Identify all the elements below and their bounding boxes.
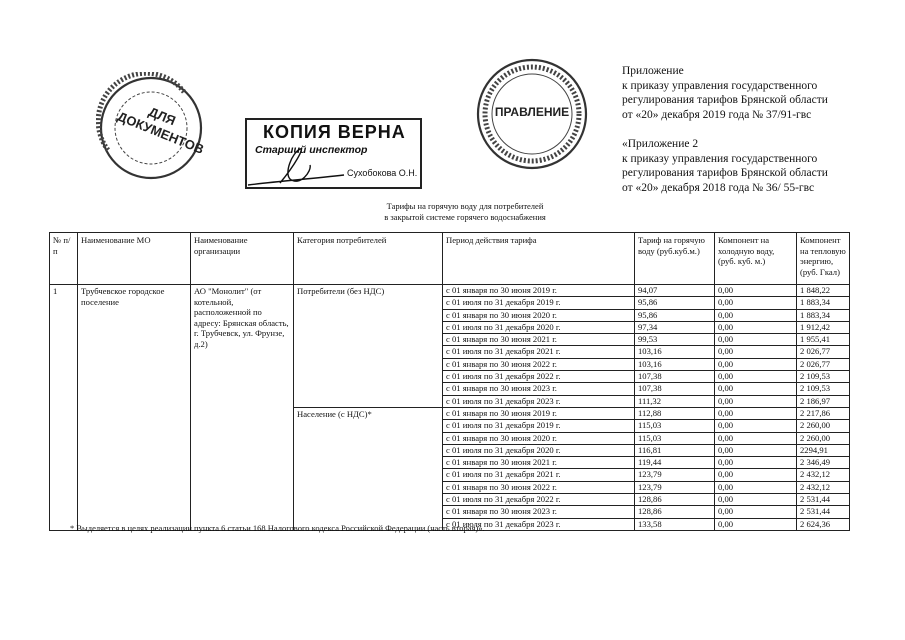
cell-tariff: 123,79 — [635, 481, 715, 493]
cell-period: с 01 января по 30 июня 2023 г. — [443, 383, 635, 395]
signature-mark — [240, 135, 350, 195]
cell-heat: 2 432,12 — [797, 481, 850, 493]
cell-period: с 01 января по 30 июня 2019 г. — [443, 407, 635, 419]
cell-period: с 01 января по 30 июня 2020 г. — [443, 309, 635, 321]
header-category: Категория потребителей — [294, 233, 443, 285]
tariff-table — [49, 232, 850, 531]
cell-heat: 2294,91 — [797, 444, 850, 456]
cell-cold: 0,00 — [715, 518, 797, 530]
stamp-right-text: ПРАВЛЕНИЕ — [494, 105, 570, 119]
cell-period: с 01 января по 30 июня 2019 г. — [443, 285, 635, 297]
appendix-header — [622, 64, 828, 195]
cell-period: с 01 июля по 31 декабря 2019 г. — [443, 420, 635, 432]
cell-cold: 0,00 — [715, 407, 797, 419]
cell-tariff: 95,86 — [635, 297, 715, 309]
cell-cold: 0,00 — [715, 420, 797, 432]
cell-heat: 2 186,97 — [797, 395, 850, 407]
cell-category: Потребители (без НДС) — [294, 285, 443, 408]
cell-tariff: 128,86 — [635, 506, 715, 518]
copy-stamp-position: Старший инспектор — [255, 144, 368, 156]
cell-category: Население (с НДС)* — [294, 407, 443, 530]
cell-period: с 01 января по 30 июня 2022 г. — [443, 358, 635, 370]
cell-tariff: 103,16 — [635, 358, 715, 370]
cell-period: с 01 июля по 31 декабря 2021 г. — [443, 346, 635, 358]
cell-tariff: 115,03 — [635, 432, 715, 444]
cell-tariff: 133,58 — [635, 518, 715, 530]
header-mo: Наименование МО — [78, 233, 191, 285]
cell-tariff: 128,86 — [635, 494, 715, 506]
cell-cold: 0,00 — [715, 346, 797, 358]
cell-tariff: 107,38 — [635, 383, 715, 395]
cell-tariff: 112,88 — [635, 407, 715, 419]
cell-period: с 01 января по 30 июня 2022 г. — [443, 481, 635, 493]
cell-tariff: 107,38 — [635, 371, 715, 383]
cell-period: с 01 июля по 31 декабря 2022 г. — [443, 371, 635, 383]
table-title-line1: Тарифы на горячую воду для потребителей — [386, 201, 544, 211]
cell-heat: 1 883,34 — [797, 309, 850, 321]
cell-cold: 0,00 — [715, 358, 797, 370]
cell-mo: Трубчевское городское поселение — [78, 285, 191, 531]
cell-cold: 0,00 — [715, 285, 797, 297]
copy-stamp-name: Сухобокова О.Н. — [347, 168, 418, 178]
cell-cold: 0,00 — [715, 321, 797, 333]
cell-period: с 01 июля по 31 декабря 2022 г. — [443, 494, 635, 506]
header-period: Период действия тарифа — [443, 233, 635, 285]
appendix-line: регулирования тарифов Брянской области — [622, 167, 828, 180]
cell-cold: 0,00 — [715, 506, 797, 518]
appendix-line: к приказу управления государственного — [622, 79, 818, 92]
cell-period: с 01 июля по 31 декабря 2020 г. — [443, 444, 635, 456]
footnote: * Выделяется в целях реализации пункта 6 статьи 168 Налогового кодекса Российской Федерации (часть вторая)». — [70, 523, 485, 533]
copy-stamp-title: КОПИЯ ВЕРНА — [263, 122, 406, 142]
cell-tariff: 97,34 — [635, 321, 715, 333]
cell-tariff: 111,32 — [635, 395, 715, 407]
cell-heat: 2 432,12 — [797, 469, 850, 481]
cell-period: с 01 января по 30 июня 2021 г. — [443, 334, 635, 346]
cell-cold: 0,00 — [715, 371, 797, 383]
cell-cold: 0,00 — [715, 457, 797, 469]
cell-cold: 0,00 — [715, 494, 797, 506]
table-title — [330, 201, 600, 222]
cell-tariff: 116,81 — [635, 444, 715, 456]
cell-heat: 2 109,53 — [797, 383, 850, 395]
appendix-line: регулирования тарифов Брянской области — [622, 94, 828, 107]
appendix-line: к приказу управления государственного — [622, 152, 818, 165]
cell-heat: 2 346,49 — [797, 457, 850, 469]
cell-cold: 0,00 — [715, 444, 797, 456]
header-tariff: Тариф на горячую воду (руб.куб.м.) — [635, 233, 715, 285]
cell-heat: 2 260,00 — [797, 432, 850, 444]
cell-heat: 2 624,36 — [797, 518, 850, 530]
cell-period: с 01 июля по 31 декабря 2019 г. — [443, 297, 635, 309]
table-body — [50, 285, 850, 531]
cell-tariff: 119,44 — [635, 457, 715, 469]
cell-period: с 01 июля по 31 декабря 2020 г. — [443, 321, 635, 333]
cell-tariff: 99,53 — [635, 334, 715, 346]
cell-cold: 0,00 — [715, 309, 797, 321]
cell-heat: 2 260,00 — [797, 420, 850, 432]
cell-num: 1 — [50, 285, 78, 531]
cell-heat: 2 531,44 — [797, 494, 850, 506]
cell-cold: 0,00 — [715, 297, 797, 309]
header-num: № п/п — [50, 233, 78, 285]
header-heat: Компонент на тепловую энергию, (руб. Гкал) — [797, 233, 850, 285]
table-header-row — [50, 233, 850, 285]
cell-heat: 1 848,22 — [797, 285, 850, 297]
header-org: Наименование организации — [191, 233, 294, 285]
cell-heat: 1 883,34 — [797, 297, 850, 309]
cell-cold: 0,00 — [715, 383, 797, 395]
table-row — [50, 285, 850, 297]
header-cold: Компонент на холодную воду, (руб. куб. м.) — [715, 233, 797, 285]
cell-period: с 01 июля по 31 декабря 2023 г. — [443, 518, 635, 530]
appendix-line: «Приложение 2 — [622, 137, 699, 150]
cell-heat: 2 217,86 — [797, 407, 850, 419]
cell-heat: 2 531,44 — [797, 506, 850, 518]
appendix-line: Приложение — [622, 65, 684, 77]
table-title-line2: в закрытой системе горячего водоснабжения — [384, 211, 546, 222]
cell-period: с 01 июля по 31 декабря 2023 г. — [443, 395, 635, 407]
cell-tariff: 115,03 — [635, 420, 715, 432]
cell-heat: 2 109,53 — [797, 371, 850, 383]
stamp-left-text: ДЛЯ ДОКУМЕНТОВ — [115, 103, 207, 157]
cell-period: с 01 июля по 31 декабря 2021 г. — [443, 469, 635, 481]
cell-period: с 01 января по 30 июня 2021 г. — [443, 457, 635, 469]
cell-tariff: 94,07 — [635, 285, 715, 297]
cell-heat: 2 026,77 — [797, 358, 850, 370]
cell-tariff: 103,16 — [635, 346, 715, 358]
cell-tariff: 123,79 — [635, 469, 715, 481]
cell-period: с 01 января по 30 июня 2020 г. — [443, 432, 635, 444]
appendix-spacer — [622, 122, 828, 137]
cell-cold: 0,00 — [715, 334, 797, 346]
cell-heat: 1 912,42 — [797, 321, 850, 333]
cell-org: АО "Монолит" (от котельной, расположенной по адресу: Брянская область, г. Трубчевск, ул. Фрунзе, д.2) — [191, 285, 294, 531]
cell-cold: 0,00 — [715, 432, 797, 444]
appendix-line: от «20» декабря 2018 года № 36/ 55-гвс — [622, 181, 815, 194]
cell-cold: 0,00 — [715, 469, 797, 481]
cell-cold: 0,00 — [715, 395, 797, 407]
cell-cold: 0,00 — [715, 481, 797, 493]
cell-heat: 2 026,77 — [797, 346, 850, 358]
cell-tariff: 95,86 — [635, 309, 715, 321]
appendix-line: от «20» декабря 2019 года № 37/91-гвс — [622, 108, 812, 121]
cell-period: с 01 января по 30 июня 2023 г. — [443, 506, 635, 518]
cell-heat: 1 955,41 — [797, 334, 850, 346]
